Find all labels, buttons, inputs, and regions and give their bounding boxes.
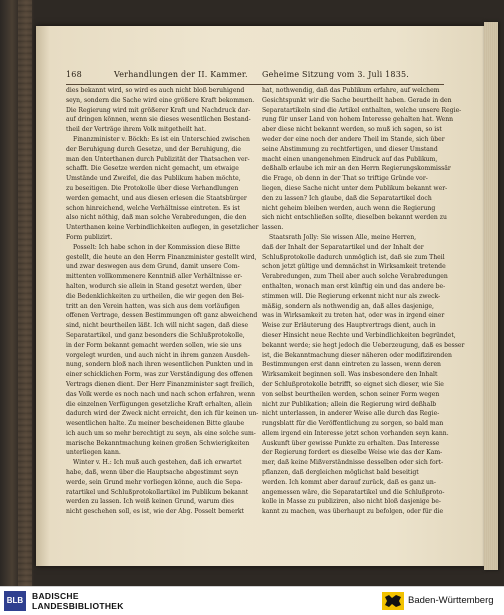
text-line: Verabredungen, zum Theil aber auch solche Verabredungen: [262, 273, 448, 281]
text-line: weder der eine noch der andere Theil im Stande, sich über: [262, 135, 445, 143]
running-title: Verhandlungen der II. Kammer.: [114, 70, 248, 79]
text-line: kannt zu machen, was überhaupt zu befolgen, oder für die: [262, 508, 444, 516]
text-line: Wirksamkeit beginnen soll. Was insbesondere den Inhalt: [262, 371, 438, 379]
baden-wuerttemberg-label[interactable]: Baden-Württemberg: [408, 595, 494, 606]
baden-wuerttemberg-coat-of-arms-icon[interactable]: [382, 592, 404, 610]
book-page: [36, 26, 484, 566]
text-line: die Frage, ob denn in der That so triftige Gründe vor-: [262, 175, 428, 183]
text-line: liegen, diese Sache nicht unter dem Publikum bekannt wer-: [262, 184, 448, 192]
text-line: mäßig, sondern als nothwendig an, daß alles dasjenige,: [262, 302, 434, 310]
text-line: pflanzen, daß dergleichen möglichst bald beseitigt: [262, 469, 419, 477]
text-line: wesentlichen halte. Zu meiner bescheidenen Bitte glaube: [66, 420, 245, 428]
text-line: dadurch wird der Zweck nicht erreicht, den ich für keinen un-: [66, 410, 259, 418]
text-line: werden gemacht, und aus diesen erlesen die Staatsbürger: [66, 194, 247, 202]
text-line: Staatsrath Jolly: Sie wissen Alle, meine Herren,: [269, 233, 417, 241]
text-line: einer schicklichen Form, was zur Verständigung des offenen: [66, 371, 253, 379]
text-line: rungsblatt für die Veröffentlichung zu sorgen, so bald man: [262, 420, 444, 428]
text-line: nicht geheim bleiben werden, auch wenn die Regierung: [262, 204, 436, 212]
text-line: daß der Inhalt der Separatartikel und der Inhalt der: [262, 243, 424, 251]
text-line: schon hinreichend, welche Verhältnisse eintreten. Es ist: [66, 204, 240, 212]
text-line: in der Form bekannt gemacht werden sollen, wie sie uns: [66, 341, 242, 349]
right-text-column: [262, 86, 465, 517]
text-line: der Regierung fordert es dieselbe Weise wie das der Kam-: [262, 449, 443, 457]
text-line: und zwar deswegen aus dem Grund, damit unsere Com-: [66, 263, 240, 271]
text-line: stimmen will. Die Regierung erkennt nicht nur als zweck-: [262, 292, 441, 300]
text-line: angemessen wäre, die Separatartikel und die Schlußproto-: [262, 488, 445, 496]
text-line: Die Regierung wird mit größerer Kraft und Nachdruck dar-: [66, 106, 251, 114]
text-line: schon jetzt gültige und demnächst in Wirksamkeit tretende: [262, 263, 446, 271]
text-line: Form publizirt.: [66, 233, 113, 241]
text-line: ich auch um so mehr berechtigt zu seyn, als eine solche sum-: [66, 429, 256, 437]
text-line: was in Wirksamkeit zu treten hat, oder was in irgend einer: [262, 312, 445, 320]
text-line: seyn, sondern die Sache wird eine größere Kraft bekommen.: [66, 96, 255, 104]
text-line: Weise zur Erläuterung des Hauptvertrags dient, auch in: [262, 322, 436, 330]
text-line: lassen.: [262, 224, 284, 232]
text-line: bekannt werde; sie hegt jedoch die Ueberzeugung, daß es besser: [262, 341, 465, 349]
session-title: Geheime Sitzung vom 3. Juli 1835.: [262, 70, 410, 79]
text-line: halten, wodurch sie allein in Stand gesetzt werden, über: [66, 282, 242, 290]
page-number: 168: [66, 70, 82, 79]
text-line: nicht zur Publikation; allein die Regierung wird deßhalb: [262, 400, 437, 408]
blb-logo-icon[interactable]: BLB: [4, 591, 26, 611]
text-line: also nicht nöthig, daß man solche Verabredungen, die den: [66, 214, 247, 222]
text-line: schafft. Die Gesetze werden nicht gemacht, um etwaige: [66, 165, 239, 173]
blb-name-line1: BADISCHE: [32, 591, 79, 601]
text-line: ist, die Bekanntmachung dieser näheren oder modifizirenden: [262, 351, 452, 359]
text-line: seine Abstimmung zu rechtfertigen, und dieser Umstand: [262, 145, 438, 153]
text-line: Separatartikeln sind die Artikel enthalten, welche unsere Regie-: [262, 106, 462, 114]
text-line: sind, nicht beurtheilen läßt. Ich will nicht sagen, daß diese: [66, 322, 249, 330]
text-line: auf dringen können, wenn sie dieses wesentlichen Bestand-: [66, 116, 251, 124]
text-line: werden zu lassen. Ich weiß keinen Grund, warum dies: [66, 498, 234, 506]
text-line: Gesichtspunkt wir die Sache beurtheilt haben. Gerade in den: [262, 96, 452, 104]
text-line: aber diese nicht bekannt werden, so muß ich sagen, so ist: [262, 126, 442, 134]
text-line: Umstände und Zweifel, die das Publikum haben möchte,: [66, 175, 241, 183]
text-line: werden. Ich kommt aber darauf zurück, daß es ganz un-: [262, 478, 436, 486]
text-line: unterliegen kann.: [66, 449, 121, 457]
text-line: nicht geschehen soll, es ist, wie der Abg. Posselt bemerkt: [66, 508, 245, 516]
text-line: offenen Vertrage, dessen Bestimmungen oft ganz abweichend: [66, 312, 258, 320]
text-line: nung, sondern bloß nach ihren wesentlichen Punkten und in: [66, 361, 253, 369]
text-line: mittenten vollkommenere Kenntniß aller Verhältnisse er-: [66, 273, 243, 281]
text-line: dies bekannt wird, so wird es auch nicht bloß beruhigend: [66, 87, 245, 94]
text-line: Separatartikel, und ganz besonders die Schlußprotokolle,: [66, 331, 245, 339]
text-line: dieser Hinsicht neue Rechte und Verbindlichkeiten begründet,: [262, 331, 456, 339]
text-line: nicht unterlassen, in anderer Weise alle durch das Regie-: [262, 410, 440, 418]
text-line: deßhalb erlaube ich mir an den Herrn Regierungskommissär: [262, 165, 451, 173]
text-line: die Bedenklichkeiten zu urtheilen, die wir gegen den Bei-: [66, 292, 244, 300]
left-text-column: [66, 86, 259, 517]
page-edges: [484, 22, 498, 570]
text-line: sich nicht entschließen sollte, dieselben bekannt werden zu: [262, 214, 447, 222]
text-line: man den Unterthanen durch Publizität der Thatsachen ver-: [66, 155, 250, 163]
text-line: Schlußprotokolle dadurch unmöglich ist, daß sie zum Theil: [262, 253, 445, 261]
blb-name-line2: LANDESBIBLIOTHEK: [32, 601, 124, 611]
text-line: mer, daß keine Mißverständnisse desselben oder sich fort-: [262, 459, 444, 467]
header-rule: [66, 84, 444, 85]
text-line: werde, sein Grund mehr vorliegen könne, auch die Sepa-: [66, 478, 243, 486]
text-line: Vertrags dienen dient. Der Herr Finanzminister sagt freilich,: [66, 380, 255, 388]
text-line: rung für unser Land von hohem Interesse gehalten hat. Wenn: [262, 116, 454, 124]
text-line: theil der Verträge ihrem Volk mitgetheilt hat.: [66, 126, 207, 134]
text-line: der Schlußprotokolle betrifft, so eignet sich dieser, wie Sie: [262, 380, 444, 388]
footer-bar: [0, 586, 504, 615]
text-line: habe, daß, wenn über die Hauptsache abgestimmt seyn: [66, 469, 239, 477]
text-line: vorgelegt wurden, und auch nicht in ihrem ganzen Ausdeh-: [66, 351, 250, 359]
text-line: gestellt, die heute an den Herrn Finanzminister gestellt wird,: [66, 253, 257, 261]
text-line: Finanzminister v. Böckh: Es ist ein Unterschied zwischen: [73, 135, 250, 143]
text-line: enthalten, wonach man erst künftig ein und das andere be-: [262, 282, 446, 290]
text-line: Bestimmungen erst dann eintreten zu lassen, wenn deren: [262, 361, 441, 369]
text-line: die einzelnen Verfügungen gesetzliche Kraft erhalten, allein: [66, 400, 252, 408]
text-line: von selbst beurtheilen werden, schon seiner Form wegen: [262, 390, 440, 398]
text-line: ratartikel und Schlußprotokollartikel im Publikum bekannt: [66, 488, 249, 496]
text-line: hat, nothwendig, daß das Publikum erfahre, auf welchem: [262, 87, 440, 94]
text-line: macht einen unangenehmen Eindruck auf das Publikum,: [262, 155, 438, 163]
book-binding: [18, 0, 32, 586]
blb-library-name[interactable]: [32, 591, 124, 611]
text-line: kolle in Masse zu publiziren, also nicht bloß dasjenige be-: [262, 498, 441, 506]
text-line: Winter v. H.: Ich muß auch gestehen, daß ich erwartet: [73, 459, 242, 467]
text-line: Posselt: Ich habe schon in der Kommission diese Bitte: [73, 243, 240, 251]
text-line: allem irgend ein Interesse jetzt schon vorhanden seyn kann.: [262, 429, 449, 437]
text-line: marische Bekanntmachung keinen großen Schwierigkeiten: [66, 439, 250, 447]
text-line: den zu lassen? Ich glaube, daß die Separatartikel doch: [262, 194, 432, 202]
text-line: zu beseitigen. Die Protokolle über diese Verhandlungen: [66, 184, 239, 192]
text-line: Auskunft über gewisse Punkte zu erhalten. Das Interesse: [262, 439, 440, 447]
text-line: Unterthanen keine Verbindlichkeiten auflegen, in gesetzlicher: [66, 224, 259, 232]
text-line: das Volk werde es noch nach und nach schon erfahren, wenn: [66, 390, 256, 398]
text-line: tritt an den Verein hatten, was sich aus dem vorläufigen: [66, 302, 240, 310]
text-line: der Beruhigung durch Gesetze, und der Beruhigung, die: [66, 145, 241, 153]
